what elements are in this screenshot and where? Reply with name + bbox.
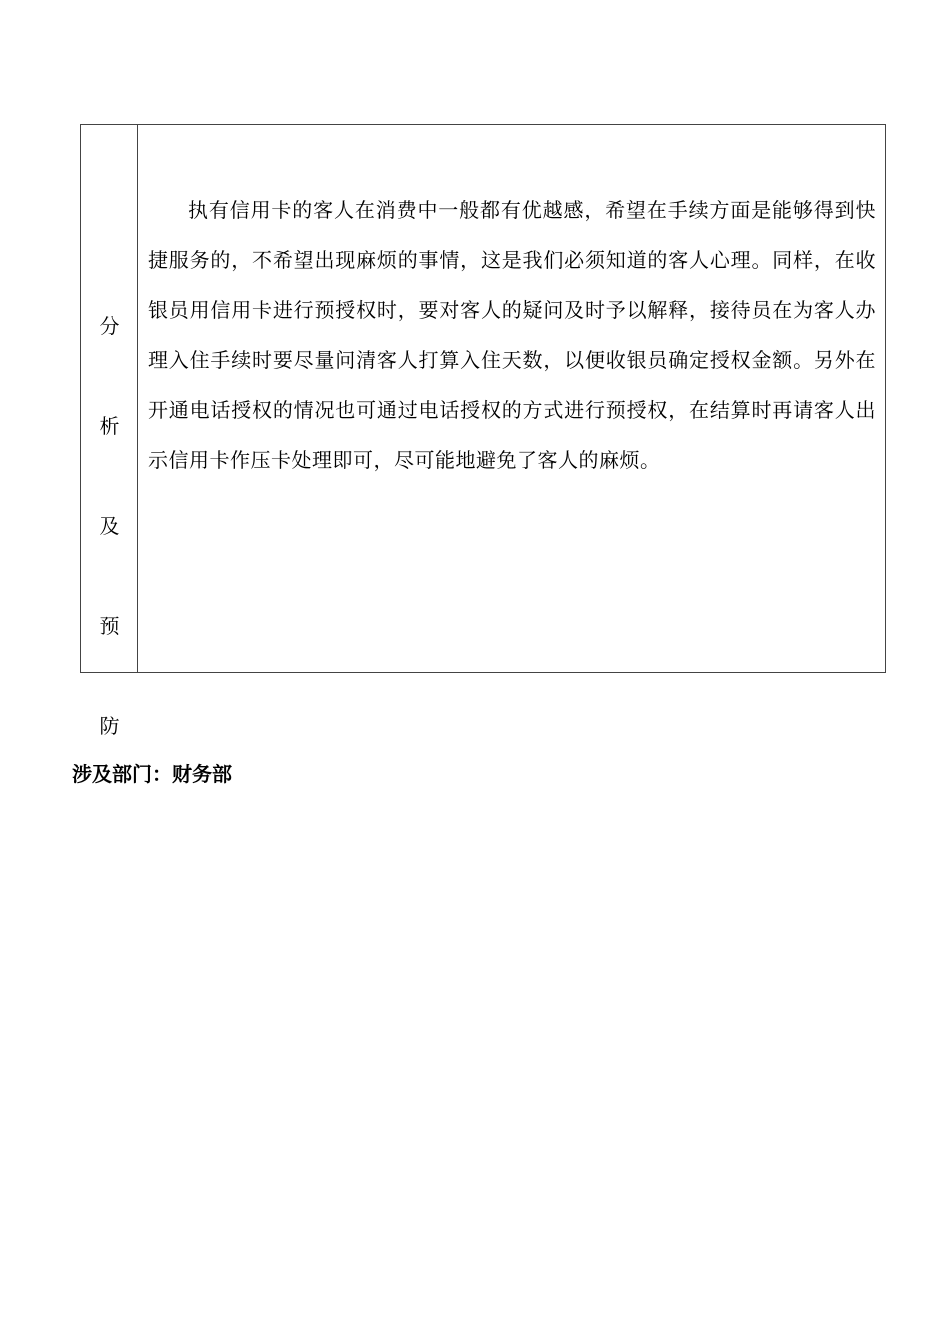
- department-line: 涉及部门：财务部: [72, 762, 232, 786]
- analysis-prevention-table: [80, 124, 886, 738]
- section-label-char: 及: [99, 514, 120, 538]
- section-label-char: 预: [99, 614, 120, 638]
- section-label-char: 防: [99, 714, 120, 738]
- analysis-paragraph: 执有信用卡的客人在消费中一般都有优越感，希望在手续方面是能够得到快捷服务的，不希望出现麻烦的事情，这是我们必须知道的客人心理。同样，在收银员用信用卡进行预授权时，要对客人的疑问及时予以解释，接待员在为客人办理入住手续时要尽量问清客人打算入住天数，以便收银员确定授权金额。另外在开通电话授权的情况也可通过电话授权的方式进行预授权，在结算时再请客人出示信用卡作压卡处理即可，尽可能地避免了客人的麻烦。: [148, 198, 876, 472]
- section-label-cell: [81, 125, 138, 738]
- section-content-cell: [138, 125, 885, 672]
- section-label-char: 分: [99, 314, 120, 338]
- section-label-char: 析: [99, 414, 120, 438]
